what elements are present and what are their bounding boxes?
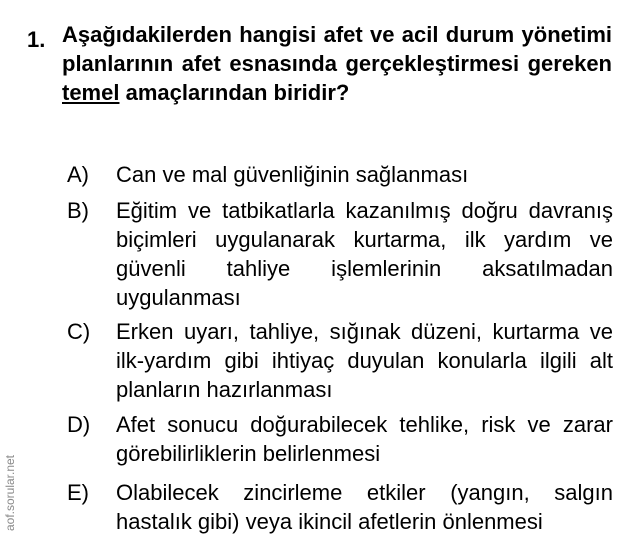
question-number: 1. [27, 27, 46, 52]
question-stem-underlined: temel [62, 80, 120, 105]
option-text: Can ve mal güvenliğinin sağlanması [116, 162, 469, 187]
question-stem-text-end: amaçlarından biridir? [119, 80, 350, 105]
option-text: Eğitim ve tatbikatlarla kazanılmış doğru davranış biçimleri uygulanarak kurtarma, ilk yardım ve güvenli tahliye işlemlerinin aksatılmadan uygulanması [116, 198, 613, 310]
option-text: Olabilecek zincirleme etkiler (yangın, salgın hastalık gibi) veya ikincil afetlerin önlenmesi [116, 480, 613, 534]
option-letter: D) [67, 412, 91, 437]
question-stem-text: Aşağıdakilerden hangisi afet ve acil durum yönetimi planlarının afet esnasında gerçekleştirmesi gereken [62, 22, 612, 76]
site-watermark-text: aof.sorular.net [3, 454, 17, 532]
option-letter: A) [67, 162, 89, 187]
option-text: Erken uyarı, tahliye, sığınak düzeni, kurtarma ve ilk-yardım gibi ihtiyaç duyulan konularla ilgili alt planların hazırlanması [116, 319, 613, 402]
option-letter: B) [67, 198, 89, 223]
option-letter: E) [67, 480, 89, 505]
site-watermark [0, 437, 20, 549]
question-stem [62, 20, 612, 107]
option-text: Afet sonucu doğurabilecek tehlike, risk ve zarar görebilirliklerin belirlenmesi [116, 412, 613, 466]
option-letter: C) [67, 319, 91, 344]
